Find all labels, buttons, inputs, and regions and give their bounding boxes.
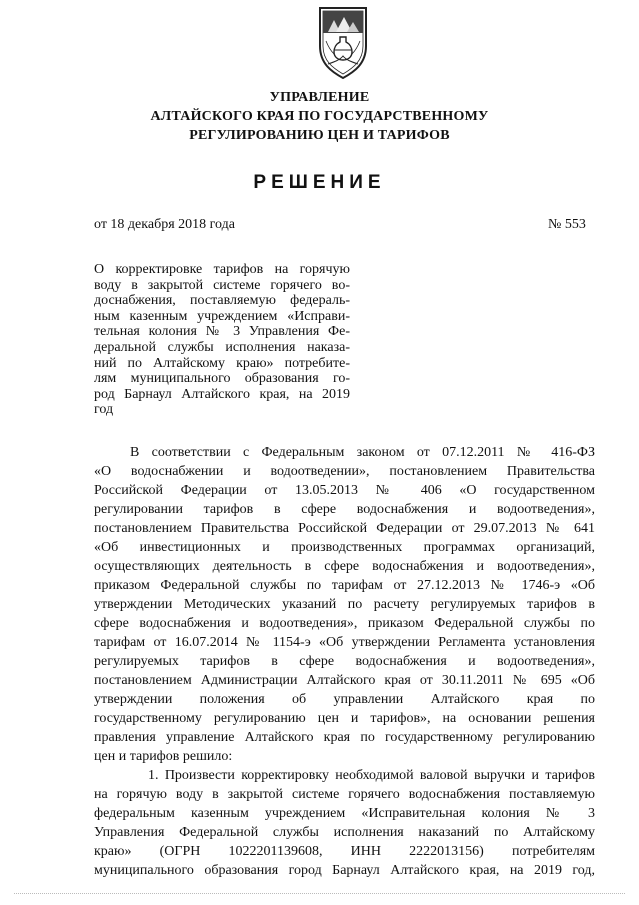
scan-edge-divider	[14, 893, 625, 894]
body-line: В соответствии с Федеральным законом от 07.12.2011 № 416-ФЗ	[130, 445, 595, 460]
agency-name-line-3: РЕГУЛИРОВАНИЮ ЦЕН И ТАРИФОВ	[189, 128, 450, 143]
agency-name-line-2: АЛТАЙСКОГО КРАЯ ПО ГОСУДАРСТВЕННОМУ	[150, 109, 489, 124]
body-line: цен и тарифов решило:	[94, 749, 233, 764]
clause-1-paragraph	[94, 766, 595, 880]
body-line: 1. Произвести корректировку необходимой валовой выручки и тарифов	[148, 768, 595, 783]
subject-line: деральной службы исполнения наказа-	[94, 339, 350, 355]
subject-line: ным казенным учреждением «Исправи-	[94, 308, 350, 324]
agency-name-line-1: УПРАВЛЕНИЕ	[269, 90, 370, 105]
document-title: РЕШЕНИЕ	[253, 172, 386, 193]
body-line: Российской Федерации от 13.05.2013 № 406 «О государственном	[94, 483, 595, 498]
body-line: на горячую воду в закрытой системе горячего водоснабжения поставляемую	[94, 787, 595, 802]
subject-line: доснабжения, поставляемую федераль-	[94, 293, 350, 309]
subject-line: тельная колония № 3 Управления Фе-	[94, 324, 350, 340]
body-line: постановлением Администрации Алтайского края от 30.11.2011 № 695 «Об	[94, 673, 595, 688]
body-line: регулируемых тарифов в сфере водоснабжения и водоотведения»,	[94, 654, 595, 669]
body-line: постановлением Правительства Российской Федерации от 29.07.2013 № 641	[94, 521, 595, 536]
subject-line: О корректировке тарифов на горячую	[94, 262, 350, 277]
body-line: «Об инвестиционных и производственных программах организаций,	[94, 540, 595, 555]
body-line: осуществляющих деятельность в сфере водоснабжения и водоотведения»,	[94, 559, 595, 574]
subject-block	[94, 262, 350, 418]
body-line: Управления Федеральной службы исполнения наказаний по Алтайскому	[94, 825, 595, 840]
subject-line: лям муниципального образования го-	[94, 371, 350, 387]
document-date: от 18 декабря 2018 года	[94, 217, 235, 232]
body-line: «О водоснабжении и водоотведении», постановлением Правительства	[94, 464, 595, 479]
preamble-paragraph	[94, 443, 595, 766]
document-number: № 553	[548, 217, 586, 232]
body-line: регулировании тарифов в сфере водоснабжения и водоотведения»,	[94, 502, 595, 517]
body-line: правления управление Алтайского края по государственному регулированию	[94, 730, 595, 745]
body-line: утверждении положения об управлении Алтайского края по	[94, 692, 595, 707]
subject-line: род Барнаул Алтайского края, на 2019	[94, 386, 350, 402]
altai-krai-coat-of-arms-icon	[314, 6, 372, 80]
subject-line: воду в закрытой системе горячего во-	[94, 277, 350, 293]
body-line: краю» (ОГРН 1022201139608, ИНН 2222013156) потребителям	[94, 844, 595, 859]
subject-line: ний по Алтайскому краю» потребите-	[94, 355, 350, 371]
body-line: утверждении Методических указаний по расчету регулируемых тарифов в	[94, 597, 595, 612]
body-line: муниципального образования город Барнаул Алтайского края, на 2019 год,	[94, 863, 595, 878]
body-line: федеральным казенным учреждением «Исправительная колония № 3	[94, 806, 595, 821]
body-line: сфере водоснабжения и водоотведения», приказом Федеральной службы по	[94, 616, 595, 631]
body-line: государственному регулированию цен и тарифов», на основании решения	[94, 711, 595, 726]
subject-line: год	[94, 402, 114, 418]
body-line: приказом Федеральной службы по тарифам от 27.12.2013 № 1746-э «Об	[94, 578, 595, 593]
body-line: тарифам от 16.07.2014 № 1154-э «Об утверждении Регламента установления	[94, 635, 595, 650]
